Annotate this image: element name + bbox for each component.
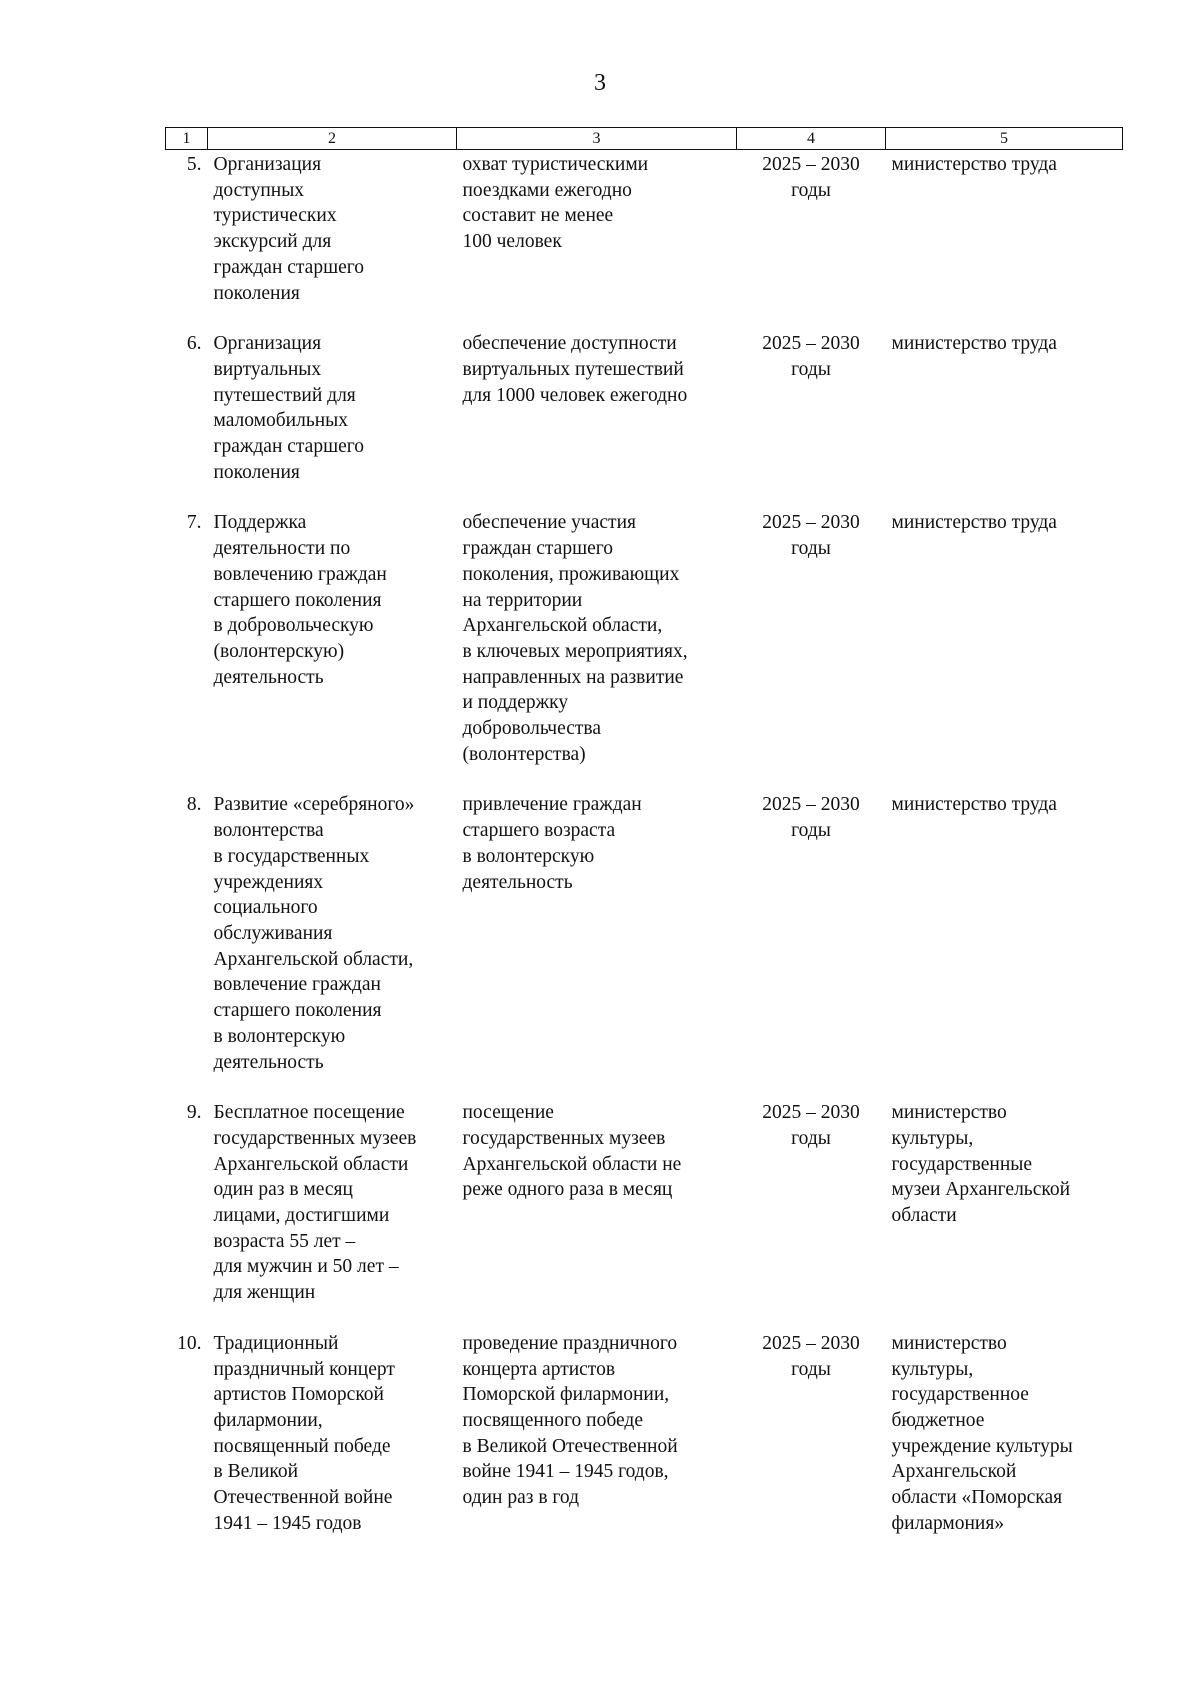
result-line: Архангельской области не [462, 1153, 682, 1175]
period-cell [737, 792, 886, 1100]
event-line: поколения [213, 461, 300, 483]
executor-line: культуры, [891, 1358, 974, 1380]
result-line: и поддержку [462, 692, 569, 714]
row-number: 6. [186, 333, 202, 355]
result-line: посвященного победе [462, 1409, 643, 1431]
period-line: 2025 – 2030 [762, 154, 860, 175]
column-number-1: 1 [166, 128, 208, 150]
executor-cell [886, 1100, 1123, 1331]
period-cell [737, 331, 886, 510]
event-line: деятельности по [213, 538, 351, 560]
event-cell [208, 792, 457, 1100]
table-row [166, 1100, 1123, 1331]
period-line: 2025 – 2030 [762, 1102, 860, 1124]
event-line: поколения [213, 282, 300, 304]
result-cell [457, 1331, 737, 1562]
period-line: 2025 – 2030 [762, 1332, 860, 1354]
event-line: старшего поколения [213, 589, 382, 611]
event-line: путешествий для [213, 384, 356, 406]
result-cell [457, 331, 737, 510]
event-line: доступных [213, 179, 305, 201]
executor-line: министерство [891, 1102, 1007, 1124]
table-row [166, 331, 1123, 510]
executor-line: министерство труда [891, 333, 1057, 355]
executor-line: государственные [891, 1153, 1033, 1175]
event-cell [208, 331, 457, 510]
row-number: 8. [186, 794, 202, 816]
result-line: поездками ежегодно [462, 179, 632, 201]
event-line: Организация [213, 154, 322, 175]
result-cell [457, 792, 737, 1100]
result-line: на территории [462, 589, 583, 611]
row-number: 10. [177, 1332, 202, 1354]
executor-line: министерство труда [891, 794, 1057, 816]
event-cell [208, 150, 457, 332]
event-line: виртуальных [213, 358, 322, 380]
period-line: годы [791, 1127, 831, 1149]
event-line: лицами, достигшими [213, 1205, 390, 1227]
event-line: возраста 55 лет – [213, 1230, 356, 1252]
executor-line: министерство [891, 1332, 1007, 1354]
event-line: Архангельской области [213, 1153, 409, 1175]
executor-line: Архангельской [891, 1461, 1017, 1483]
executor-line: области [891, 1205, 957, 1227]
executor-cell [886, 331, 1123, 510]
event-line: Традиционный [213, 1332, 339, 1354]
event-line: обслуживания [213, 922, 333, 944]
period-line: годы [791, 538, 831, 560]
executor-line: государственное [891, 1384, 1029, 1406]
event-line: посвященный победе [213, 1435, 391, 1457]
result-cell [457, 1100, 737, 1331]
period-line: 2025 – 2030 [762, 794, 860, 816]
result-line: (волонтерства) [462, 743, 586, 765]
event-line: маломобильных [213, 410, 349, 432]
event-line: Организация [213, 333, 322, 355]
executor-line: министерство труда [891, 154, 1057, 175]
result-line: Архангельской области, [462, 615, 663, 637]
result-line: добровольчества [462, 718, 602, 740]
period-line: годы [791, 358, 831, 380]
event-line: Развитие «серебряного» [213, 794, 415, 816]
event-line: туристических [213, 205, 337, 227]
table-row [166, 792, 1123, 1100]
event-line: социального [213, 897, 318, 919]
executor-cell [886, 1331, 1123, 1562]
executor-cell [886, 510, 1123, 792]
event-line: Поддержка [213, 512, 307, 534]
row-number: 5. [186, 154, 202, 175]
event-line: деятельность [213, 1051, 324, 1073]
event-line: в волонтерскую [213, 1025, 346, 1047]
event-cell [208, 1331, 457, 1562]
event-line: филармонии, [213, 1409, 323, 1431]
period-cell [737, 1100, 886, 1331]
result-line: концерта артистов [462, 1358, 616, 1380]
result-line: в ключевых мероприятиях, [462, 640, 688, 662]
executor-cell [886, 150, 1123, 332]
period-line: годы [791, 1358, 831, 1380]
executor-line: министерство труда [891, 512, 1057, 534]
event-line: для женщин [213, 1282, 316, 1304]
period-cell [737, 1331, 886, 1562]
page-number: 3 [594, 70, 606, 96]
result-line: старшего возраста [462, 820, 616, 842]
table-row [166, 1331, 1123, 1562]
result-line: составит не менее [462, 205, 614, 227]
executor-line: учреждение культуры [891, 1435, 1073, 1457]
event-line: в Великой [213, 1461, 299, 1483]
result-line: привлечение граждан [462, 794, 642, 816]
column-number-header [166, 128, 1123, 150]
event-cell [208, 510, 457, 792]
result-line: обеспечение участия [462, 512, 636, 534]
event-line: в добровольческую [213, 615, 374, 637]
event-line: старшего поколения [213, 1000, 382, 1022]
result-line: для 1000 человек ежегодно [462, 384, 688, 406]
result-line: 100 человек [462, 231, 562, 253]
event-line: волонтерства [213, 820, 324, 842]
executor-line: музеи Архангельской [891, 1179, 1071, 1201]
executor-line: культуры, [891, 1127, 974, 1149]
result-line: поколения, проживающих [462, 563, 680, 585]
result-line: виртуальных путешествий [462, 358, 684, 380]
row-number: 9. [186, 1102, 202, 1124]
event-line: граждан старшего [213, 256, 365, 278]
column-number-3: 3 [457, 128, 737, 150]
result-line: войне 1941 – 1945 годов, [462, 1461, 669, 1483]
event-line: вовлечению граждан [213, 563, 387, 585]
event-line: артистов Поморской [213, 1384, 384, 1406]
event-line: вовлечение граждан [213, 974, 381, 996]
result-line: направленных на развитие [462, 666, 684, 688]
table-body [166, 150, 1123, 1562]
executor-line: области «Поморская [891, 1487, 1063, 1509]
event-cell [208, 1100, 457, 1331]
result-line: деятельность [462, 871, 573, 893]
event-line: в государственных [213, 845, 370, 867]
row-number: 7. [186, 512, 202, 534]
period-line: 2025 – 2030 [762, 333, 860, 355]
event-line: Отечественной войне [213, 1487, 393, 1509]
result-line: в волонтерскую [462, 845, 595, 867]
event-line: Бесплатное посещение [213, 1102, 405, 1124]
result-line: в Великой Отечественной [462, 1435, 678, 1457]
event-line: для мужчин и 50 лет – [213, 1256, 399, 1278]
event-line: 1941 – 1945 годов [213, 1512, 362, 1534]
result-cell [457, 150, 737, 332]
period-cell [737, 510, 886, 792]
result-line: обеспечение доступности [462, 333, 677, 355]
result-line: граждан старшего [462, 538, 614, 560]
table-row [166, 150, 1123, 332]
result-line: Поморской филармонии, [462, 1384, 670, 1406]
period-line: годы [791, 179, 831, 201]
event-line: государственных музеев [213, 1127, 417, 1149]
event-line: Архангельской области, [213, 948, 414, 970]
measures-table [165, 127, 1123, 1561]
result-line: охват туристическими [462, 154, 649, 175]
column-number-5: 5 [886, 128, 1123, 150]
period-line: годы [791, 820, 831, 842]
result-line: один раз в год [462, 1487, 580, 1509]
executor-cell [886, 792, 1123, 1100]
event-line: праздничный концерт [213, 1358, 395, 1380]
result-line: посещение [462, 1102, 554, 1124]
result-line: проведение праздничного [462, 1332, 678, 1354]
result-line: государственных музеев [462, 1127, 666, 1149]
result-line: реже одного раза в месяц [462, 1179, 673, 1201]
table-row [166, 510, 1123, 792]
event-line: экскурсий для [213, 231, 332, 253]
event-line: учреждениях [213, 871, 324, 893]
event-line: граждан старшего [213, 436, 365, 458]
period-cell [737, 150, 886, 332]
result-cell [457, 510, 737, 792]
event-line: деятельность [213, 666, 324, 688]
column-number-4: 4 [737, 128, 886, 150]
executor-line: филармония» [891, 1512, 1005, 1534]
period-line: 2025 – 2030 [762, 512, 860, 534]
event-line: (волонтерскую) [213, 640, 345, 662]
column-number-2: 2 [208, 128, 457, 150]
executor-line: бюджетное [891, 1409, 985, 1431]
event-line: один раз в месяц [213, 1179, 353, 1201]
